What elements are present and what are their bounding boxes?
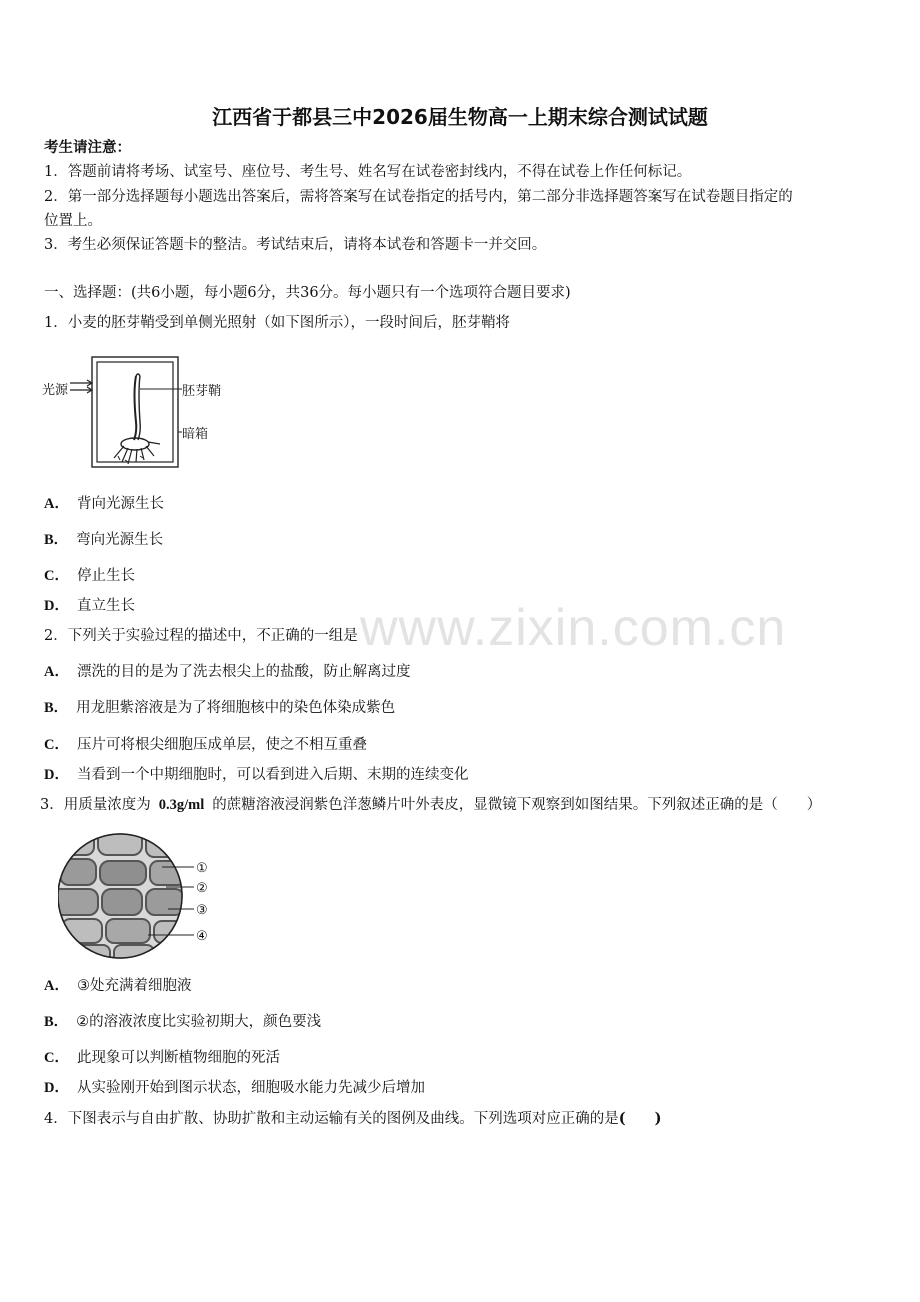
q3-option-c: C． 此现象可以判断植物细胞的死活: [44, 1050, 280, 1066]
label-2: ②: [196, 881, 208, 896]
notice-item-1: 1．答题前请将考场、试室号、座位号、考生号、姓名写在试卷密封线内，不得在试卷上作任何标记。: [44, 164, 692, 180]
watermark: www.zixin.com.cn: [360, 599, 787, 657]
coleoptile-figure: [40, 352, 240, 474]
notice-heading: 考生请注意：: [44, 139, 131, 156]
q3-option-d: D． 从实验刚开始到图示状态，细胞吸水能力先减少后增加: [44, 1080, 425, 1096]
coleoptile-label: 胚芽鞘: [182, 384, 222, 399]
q1-option-a: A． 背向光源生长: [44, 496, 164, 512]
label-3: ③: [196, 903, 208, 918]
q1-option-b: B． 弯向光源生长: [44, 532, 164, 548]
notice-item-2: 2．第一部分选择题每小题选出答案后，需将答案写在试卷指定的括号内，第二部分非选择题答案写在试卷题目指定的: [44, 189, 793, 205]
question-2-stem: 2．下列关于实验过程的描述中，不正确的一组是: [44, 628, 358, 644]
question-3-stem: 3．用质量浓度为 0.3g/ml 的蔗糖溶液浸润紫色洋葱鳞片叶外表皮，显微镜下观察到如图结果。下列叙述正确的是（ ）: [40, 797, 822, 813]
q1-option-c: C． 停止生长: [44, 568, 135, 584]
question-4-stem: 4．下图表示与自由扩散、协助扩散和主动运输有关的图例及曲线。下列选项对应正确的是( ): [44, 1110, 662, 1127]
plasmolysis-figure: [58, 829, 218, 963]
q2-option-a: A． 漂洗的目的是为了洗去根尖上的盐酸，防止解离过度: [44, 664, 411, 680]
darkbox-label: 暗箱: [182, 427, 209, 442]
section-heading: 一、选择题：(共6小题，每小题6分，共36分。每小题只有一个选项符合题目要求): [44, 285, 571, 301]
label-4: ④: [196, 929, 208, 944]
q1-option-d: D． 直立生长: [44, 598, 135, 614]
q2-option-c: C． 压片可将根尖细胞压成单层，使之不相互重叠: [44, 737, 367, 753]
page-title: 江西省于都县三中2026届生物高一上期末综合测试试题: [212, 105, 708, 129]
question-1-stem: 1．小麦的胚芽鞘受到单侧光照射（如下图所示），一段时间后，胚芽鞘将: [44, 315, 510, 331]
q3-option-b: B． ②的溶液浓度比实验初期大，颜色要浅: [44, 1014, 322, 1030]
notice-item-3: 3．考生必须保证答题卡的整洁。考试结束后，请将本试卷和答题卡一并交回。: [44, 237, 547, 253]
q3-option-a: A． ③处充满着细胞液: [44, 978, 192, 994]
light-source-label: 光源: [42, 383, 69, 398]
q2-option-b: B． 用龙胆紫溶液是为了将细胞核中的染色体染成紫色: [44, 700, 396, 716]
label-1: ①: [196, 861, 208, 876]
q2-option-d: D． 当看到一个中期细胞时，可以看到进入后期、末期的连续变化: [44, 767, 469, 783]
notice-item-2-cont: 位置上。: [44, 213, 102, 229]
